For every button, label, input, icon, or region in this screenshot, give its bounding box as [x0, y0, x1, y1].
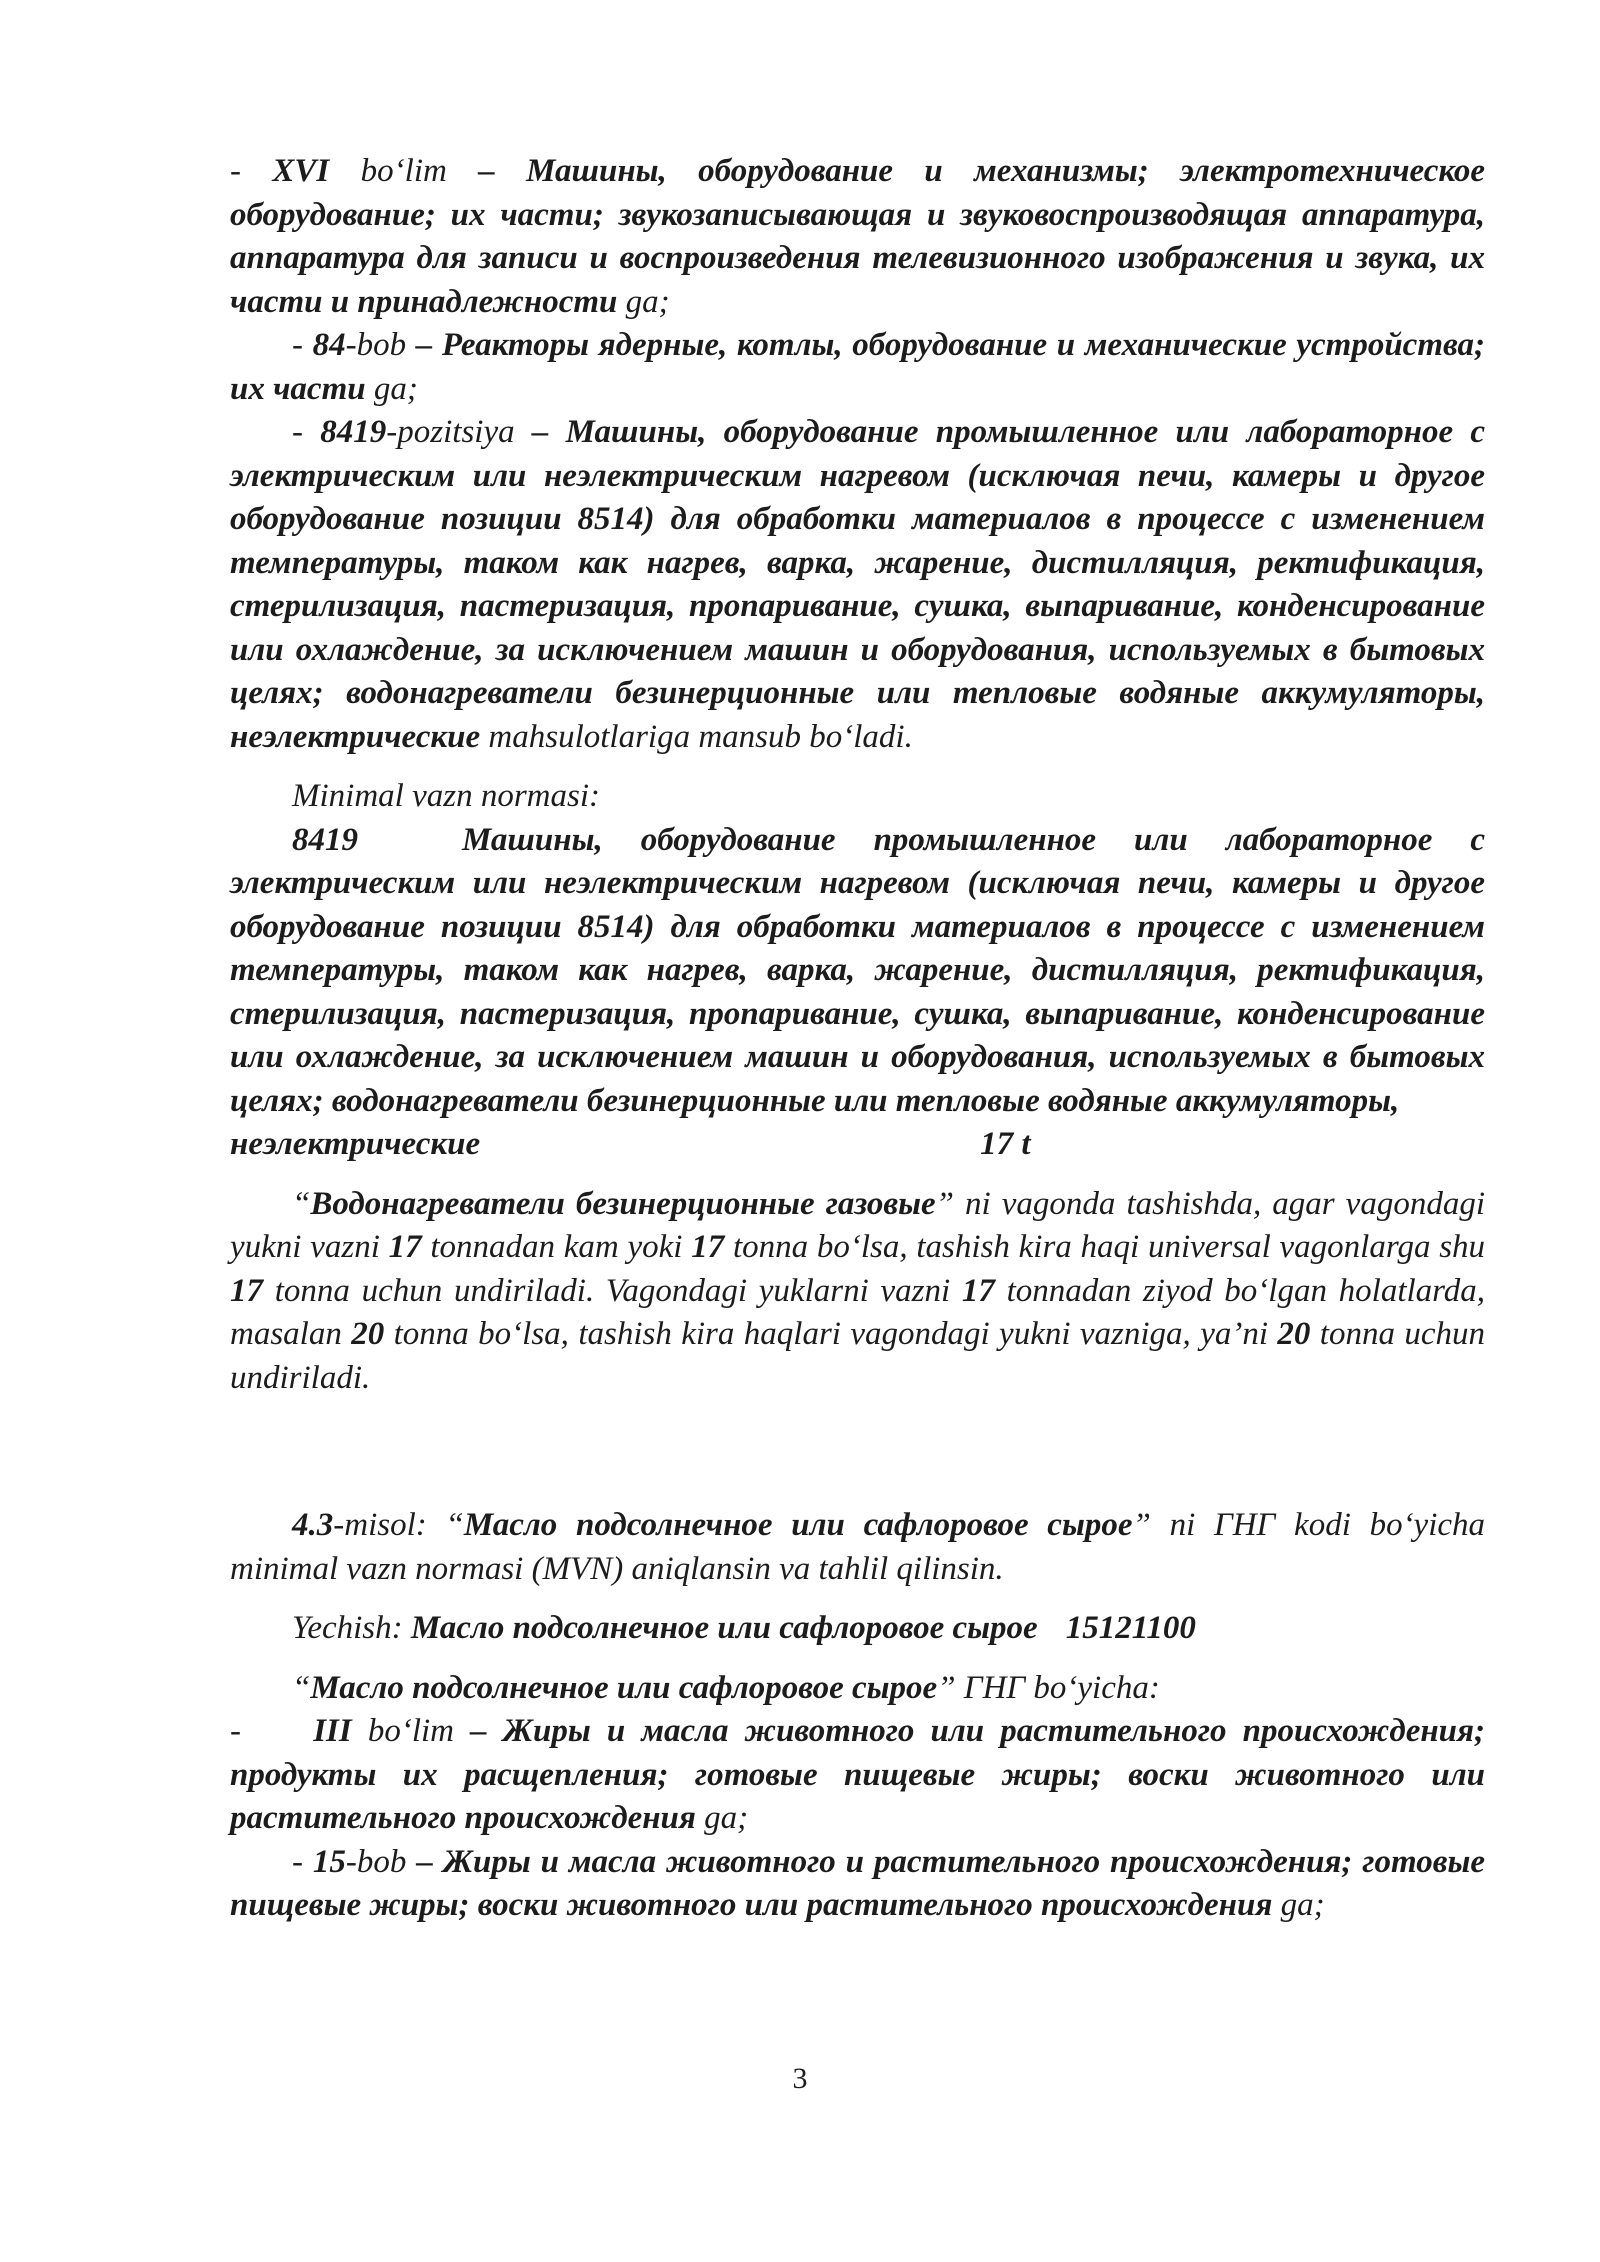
norm-label: Minimal vazn normasi: — [292, 778, 600, 814]
explanation-paragraph — [230, 1183, 1485, 1401]
chapter2-number: 15 — [312, 1843, 346, 1880]
chapter2-title: Жиры и масла животного и растительного происхождения; готовые пищевые жиры; воски животного или растительного происхождения — [230, 1843, 1486, 1923]
chapter-dash: - — [292, 327, 303, 363]
intro-quote-close: ” — [937, 1669, 956, 1706]
norm-weight: 17 t — [980, 1126, 1031, 1162]
example-word: -misol: — [333, 1507, 427, 1543]
section-suffix: ga; — [625, 283, 670, 320]
explanation-number: 20 — [351, 1316, 385, 1352]
section-paragraph — [230, 150, 1485, 324]
explanation-text: tonna bo‘lsa, tashish kira haqi universal vagonlarga shu — [732, 1229, 1486, 1265]
chapter2-dash: - — [292, 1843, 303, 1880]
explanation-text: tonnadan ziyod bo‘lgan holatlarda, masalan — [230, 1272, 1486, 1352]
solution-line — [230, 1607, 1485, 1651]
chapter-separator: – — [415, 327, 433, 363]
position-title: Машины, оборудование промышленное или лабораторное с электрическим или неэлектрическим нагревом (исключая печи, камеры и другое оборудование позиции 8514) для обработки материалов в процессе с изменением температуры, таком как нагрев, варка, жарение, дистилляция, ректификация, стерилизация, пастеризация, пропаривание, сушка, выпаривание, конденсирование или охлаждение, за исключением машин и оборудования, используемых в бытовых целях; водонагреватели безинерционные или тепловые водяные аккумуляторы, неэлектрические — [230, 414, 1486, 755]
explanation-number: 17 — [230, 1272, 263, 1309]
solution-product: Масло подсолнечное или сафлоровое сырое — [410, 1610, 1038, 1646]
section-separator: – — [478, 153, 495, 189]
intro-product: Масло подсолнечное или сафлоровое сырое — [310, 1669, 938, 1706]
chapter2-separator: – — [416, 1843, 433, 1880]
section2-suffix: ga; — [704, 1800, 749, 1836]
norm-text: Машины, оборудование промышленное или лабораторное с электрическим или неэлектрическим нагревом (исключая печи, камеры и другое оборудование позиции 8514) для обработки материалов в процессе с изменением температуры, таком как нагрев, варка, жарение, дистилляция, ректификация, стерилизация, пастеризация, пропаривание, сушка, выпаривание, конденсирование или охлаждение, за исключением машин и оборудования, используемых в бытовых целях; водонагреватели безинерционные или тепловые водяные аккумуляторы, — [230, 821, 1486, 1119]
document-page — [230, 150, 1485, 1928]
section2-number: III — [313, 1713, 352, 1749]
position-separator: – — [531, 414, 549, 450]
chapter-paragraph — [230, 324, 1485, 411]
norm-last-line — [230, 1123, 1485, 1167]
section2-separator: – — [470, 1713, 487, 1749]
section-dash: - — [230, 153, 241, 189]
example-text: ni ГНГ kodi bo‘yicha minimal vazn normasi (MVN) aniqlansin va tahlil qilinsin. — [230, 1507, 1486, 1587]
intro-paragraph — [230, 1667, 1485, 1711]
chapter-title: Реакторы ядерные, котлы, оборудование и механические устройства; их части — [230, 327, 1486, 407]
intro-text: ГНГ bo‘yicha: — [963, 1669, 1160, 1706]
explanation-number: 20 — [1277, 1316, 1311, 1352]
section2-title: Жиры и масла животного или растительного происхождения; продукты их расщепления; готовые пищевые жиры; воски животного или растительного происхождения — [230, 1713, 1485, 1836]
chapter2-suffix: ga; — [1280, 1887, 1325, 1923]
explanation-text: tonnadan kam yoki — [430, 1229, 683, 1265]
explanation-text: tonna uchun undiriladi. Vagondagi yuklarni vazni — [274, 1272, 951, 1309]
norm-last-word: неэлектрические — [230, 1126, 481, 1162]
explanation-quote-open: “ — [292, 1185, 311, 1222]
section-title: Машины, оборудование и механизмы; электротехническое оборудование; их части; звукозаписывающая и звуковоспроизводящая аппаратура, аппаратура для записи и воспроизведения телевизионного изображения и звука, их части и принадлежности — [230, 153, 1485, 320]
chapter2-word: -bob — [345, 1843, 407, 1880]
explanation-text: tonna bo‘lsa, tashish kira haqlari vagondagi yukni vazniga, ya’ni — [393, 1316, 1268, 1352]
page-number: 3 — [792, 2062, 808, 2095]
explanation-number: 17 — [961, 1272, 995, 1309]
example-paragraph — [230, 1504, 1485, 1591]
solution-code: 15121100 — [1065, 1610, 1196, 1646]
section-number: XVI — [272, 153, 330, 189]
explanation-number: 17 — [388, 1229, 422, 1265]
position-word: -pozitsiya — [386, 414, 515, 450]
example-number: 4.3 — [292, 1507, 334, 1543]
norm-paragraph — [230, 819, 1485, 1124]
example-product: Масло подсолнечное или сафлоровое сырое — [463, 1507, 1133, 1543]
section-word: bo‘lim — [360, 153, 447, 189]
example-quote-open: “ — [445, 1507, 464, 1543]
chapter-suffix: ga; — [373, 370, 418, 407]
chapter-number: 84 — [312, 327, 346, 363]
explanation-product: Водонагреватели безинерционные газовые — [310, 1185, 936, 1222]
explanation-text: ni vagonda tashishda, agar vagondagi yukni vazni — [230, 1185, 1485, 1265]
chapter2-paragraph — [230, 1841, 1485, 1928]
position-suffix: mahsulotlariga mansub bo‘ladi. — [488, 718, 913, 755]
chapter-word: -bob — [345, 327, 407, 363]
intro-quote-open: “ — [292, 1669, 311, 1706]
section2-dash: - — [230, 1713, 241, 1749]
section2-word: bo‘lim — [367, 1713, 455, 1749]
position-number: 8419 — [320, 414, 387, 450]
explanation-text: tonna uchun undiriladi. — [230, 1316, 1485, 1396]
example-quote-close: ” — [1132, 1507, 1151, 1543]
section2-paragraph — [230, 1710, 1485, 1841]
explanation-number: 17 — [691, 1229, 725, 1265]
position-paragraph — [230, 411, 1485, 759]
explanation-quote-close: ” — [935, 1185, 954, 1222]
position-dash: - — [292, 414, 303, 450]
norm-code: 8419 — [292, 821, 358, 858]
solution-label: Yechish: — [292, 1610, 403, 1646]
